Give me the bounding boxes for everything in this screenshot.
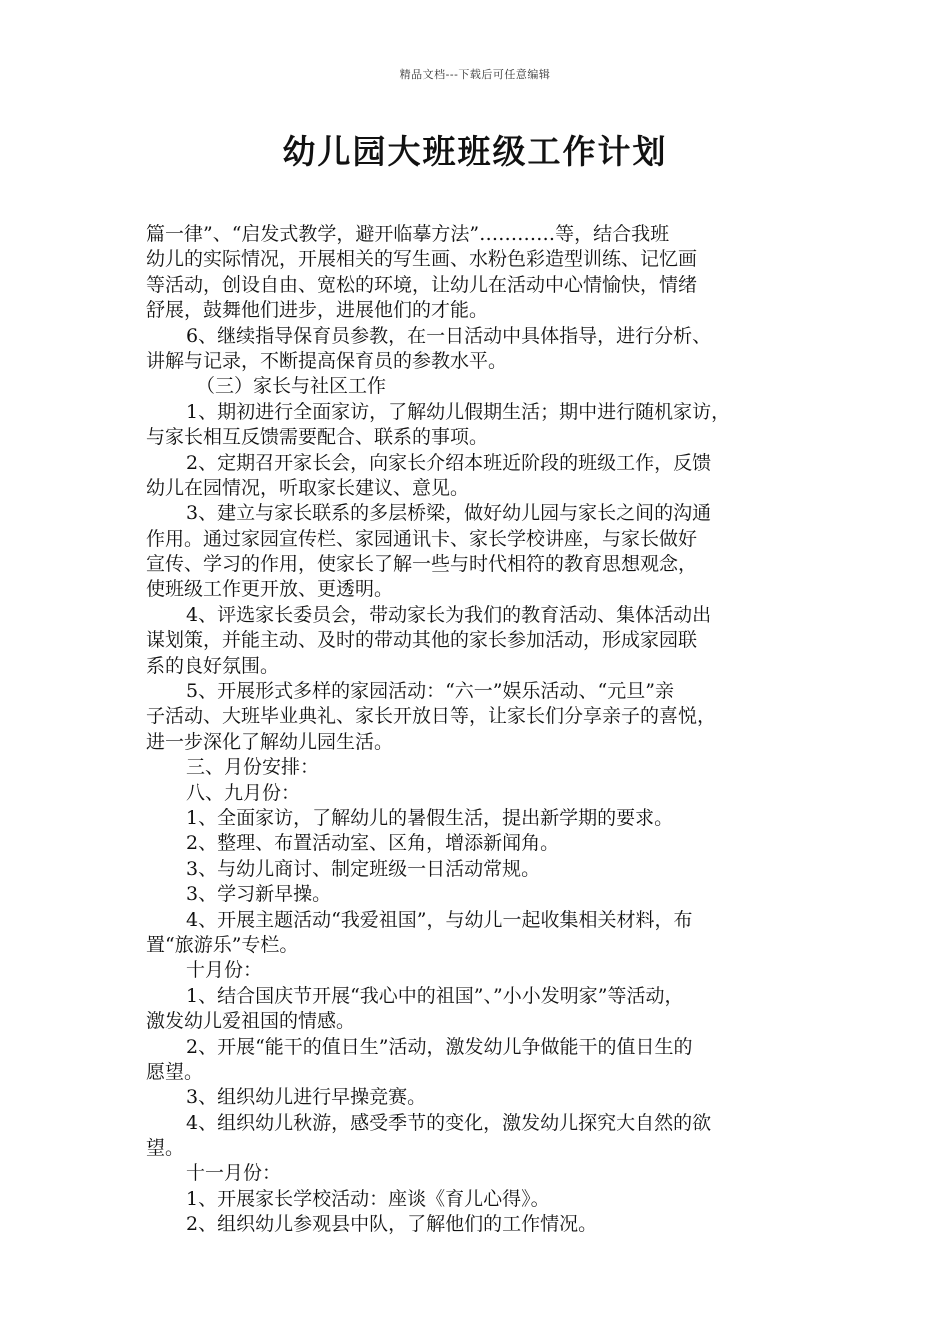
body-line: 使班级工作更开放、更透明。 xyxy=(146,578,394,601)
body-line: 望。 xyxy=(146,1137,185,1160)
body-line: （三）家长与社区工作 xyxy=(196,375,387,398)
body-line: 1、结合国庆节开展“我心中的祖国”、”小小发明家”等活动， xyxy=(186,984,684,1007)
body-line: 3、与幼儿商讨、制定班级一日活动常规。 xyxy=(186,857,541,880)
body-line: 十月份： xyxy=(186,959,263,982)
body-line: 2、开展“能干的值日生”活动，激发幼儿争做能干的值日生的 xyxy=(186,1035,693,1058)
body-line: 宣传、学习的作用，使家长了解一些与时代相符的教育思想观念， xyxy=(146,553,698,576)
body-line: 3、建立与家长联系的多层桥梁，做好幼儿园与家长之间的沟通 xyxy=(186,502,712,525)
body-line: 舒展，鼓舞他们进步，进展他们的才能。 xyxy=(146,299,489,322)
body-line: 2、组织幼儿参观县中队，了解他们的工作情况。 xyxy=(186,1213,598,1236)
document-title: 幼儿园大班班级工作计划 xyxy=(282,132,668,171)
document-body xyxy=(146,222,814,1238)
body-line: 谋划策，并能主动、及时的带动其他的家长参加活动，形成家园联 xyxy=(146,629,698,652)
header-note: 精品文档---下载后可任意编辑 xyxy=(399,68,551,81)
body-line: 2、定期召开家长会，向家长介绍本班近阶段的班级工作，反馈 xyxy=(186,451,712,474)
body-line: 作用。通过家园宣传栏、家园通讯卡、家长学校讲座，与家长做好 xyxy=(146,527,698,550)
body-line: 系的良好氛围。 xyxy=(146,654,280,677)
body-line: 1、开展家长学校活动：座谈《育儿心得》。 xyxy=(186,1187,550,1210)
body-line: 4、组织幼儿秋游，感受季节的变化，激发幼儿探究大自然的欲 xyxy=(186,1111,712,1134)
body-line: 三、月份安排： xyxy=(186,756,320,779)
body-line: 4、评选家长委员会，带动家长为我们的教育活动、集体活动出 xyxy=(186,603,712,626)
body-line: 愿望。 xyxy=(146,1060,204,1083)
body-line: 进一步深化了解幼儿园生活。 xyxy=(146,730,394,753)
body-line: 讲解与记录，不断提高保育员的参教水平。 xyxy=(146,349,508,372)
body-line: 子活动、大班毕业典礼、家长开放日等，让家长们分享亲子的喜悦， xyxy=(146,705,717,728)
body-line: 篇一律”、“启发式教学，避开临摹方法”…………等，结合我班 xyxy=(146,223,670,245)
body-line: 4、开展主题活动“我爱祖国”，与幼儿一起收集相关材料，布 xyxy=(186,908,693,931)
body-line: 2、整理、布置活动室、区角，增添新闻角。 xyxy=(186,832,560,855)
body-line: 等活动，创设自由、宽松的环境，让幼儿在活动中心情愉快，情绪 xyxy=(146,273,698,296)
body-line: 与家长相互反馈需要配合、联系的事项。 xyxy=(146,426,489,449)
body-line: 幼儿的实际情况，开展相关的写生画、水粉色彩造型训练、记忆画 xyxy=(146,248,698,271)
body-line: 5、开展形式多样的家园活动：“六一”娱乐活动、“元旦”亲 xyxy=(186,680,674,703)
body-line: 十一月份： xyxy=(186,1162,282,1185)
body-line: 幼儿在园情况，听取家长建议、意见。 xyxy=(146,476,470,499)
body-line: 激发幼儿爱祖国的情感。 xyxy=(146,1010,356,1033)
body-line: 6、继续指导保育员参教，在一日活动中具体指导，进行分析、 xyxy=(186,324,712,347)
body-line: 1、全面家访，了解幼儿的暑假生活，提出新学期的要求。 xyxy=(186,806,674,829)
body-line: 3、组织幼儿进行早操竞赛。 xyxy=(186,1086,427,1109)
body-line: 八、九月份： xyxy=(186,781,301,804)
body-line: 置“旅游乐”专栏。 xyxy=(146,933,299,956)
body-line: 1、期初进行全面家访，了解幼儿假期生活；期中进行随机家访， xyxy=(186,400,731,423)
body-line: 3、学习新早操。 xyxy=(186,883,332,906)
